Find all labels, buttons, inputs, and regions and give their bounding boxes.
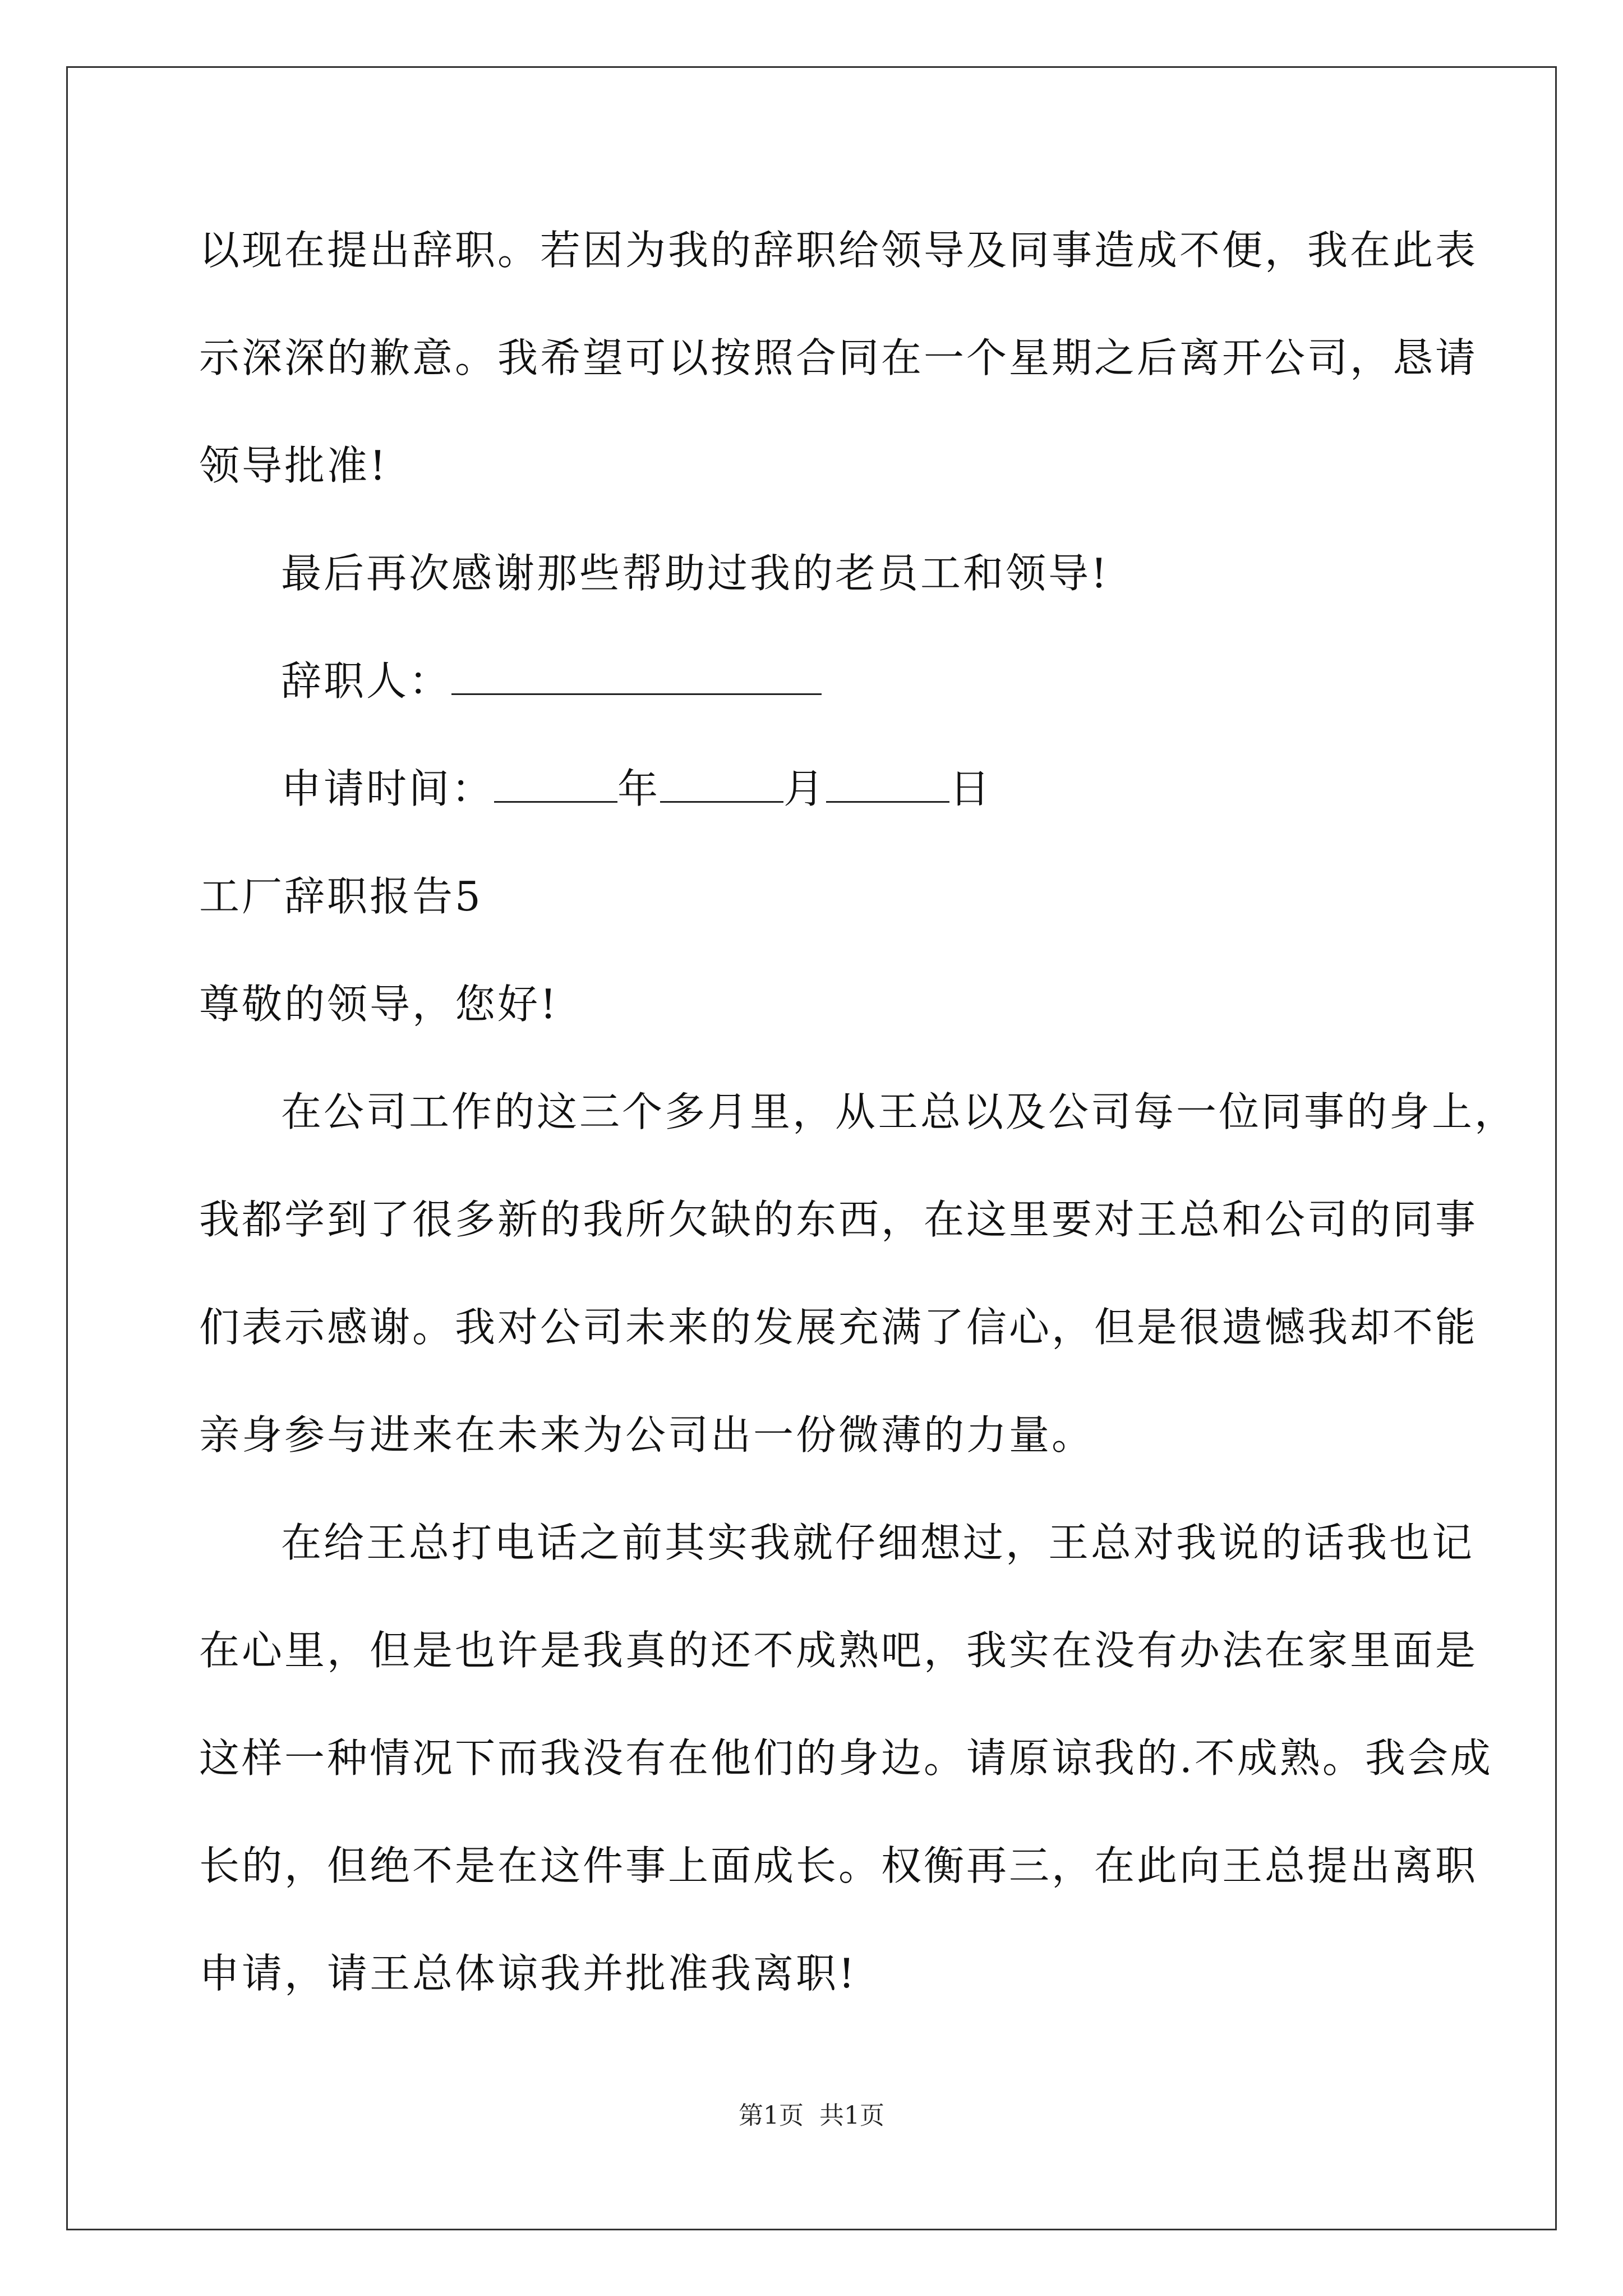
paragraph-line: 在给王总打电话之前其实我就仔细想过，王总对我说的话我也记 — [281, 1519, 1475, 1566]
paragraph-line: 这样一种情况下而我没有在他们的身边。请原谅我的.不成熟。我会成 — [199, 1734, 1493, 1782]
signature-blank[interactable] — [451, 654, 822, 695]
paragraph-line: 申请，请王总体谅我并批准我离职! — [199, 1950, 857, 1997]
year-blank[interactable] — [494, 762, 617, 803]
page-border — [66, 66, 1557, 2230]
day-unit: 日 — [949, 765, 993, 812]
page-footer — [0, 2099, 1623, 2133]
paragraph-line: 长的，但绝不是在这件事上面成长。权衡再三，在此向王总提出离职 — [199, 1842, 1478, 1889]
day-blank[interactable] — [826, 762, 949, 803]
paragraph-line: 们表示感谢。我对公司未来的发展充满了信心，但是很遗憾我却不能 — [199, 1304, 1478, 1351]
page-total: 共1页 — [819, 2101, 884, 2130]
paragraph-line: 在公司工作的这三个多月里，从王总以及公司每一位同事的身上， — [281, 1088, 1518, 1135]
signature-line — [281, 654, 822, 708]
month-unit: 月 — [783, 765, 827, 812]
date-label: 申请时间： — [281, 765, 495, 812]
paragraph-line: 在心里，但是也许是我真的还不成熟吧，我实在没有办法在家里面是 — [199, 1627, 1478, 1674]
paragraph-line: 领导批准! — [199, 442, 388, 489]
signature-label: 辞职人： — [281, 657, 452, 705]
paragraph-line: 示深深的歉意。我希望可以按照合同在一个星期之后离开公司，恳请 — [199, 334, 1478, 381]
paragraph-line: 以现在提出辞职。若因为我的辞职给领导及同事造成不便，我在此表 — [199, 227, 1478, 274]
paragraph-line: 亲身参与进来在未来为公司出一份微薄的力量。 — [199, 1411, 1095, 1458]
date-line — [281, 762, 992, 816]
section-title: 工厂辞职报告5 — [199, 873, 483, 920]
salutation: 尊敬的领导，您好! — [199, 981, 559, 1028]
paragraph-line: 最后再次感谢那些帮助过我的老员工和领导! — [281, 550, 1109, 597]
page-number: 第1页 — [739, 2101, 804, 2130]
month-blank[interactable] — [660, 762, 783, 803]
year-unit: 年 — [617, 765, 661, 812]
paragraph-line: 我都学到了很多新的我所欠缺的东西，在这里要对王总和公司的同事 — [199, 1196, 1478, 1243]
